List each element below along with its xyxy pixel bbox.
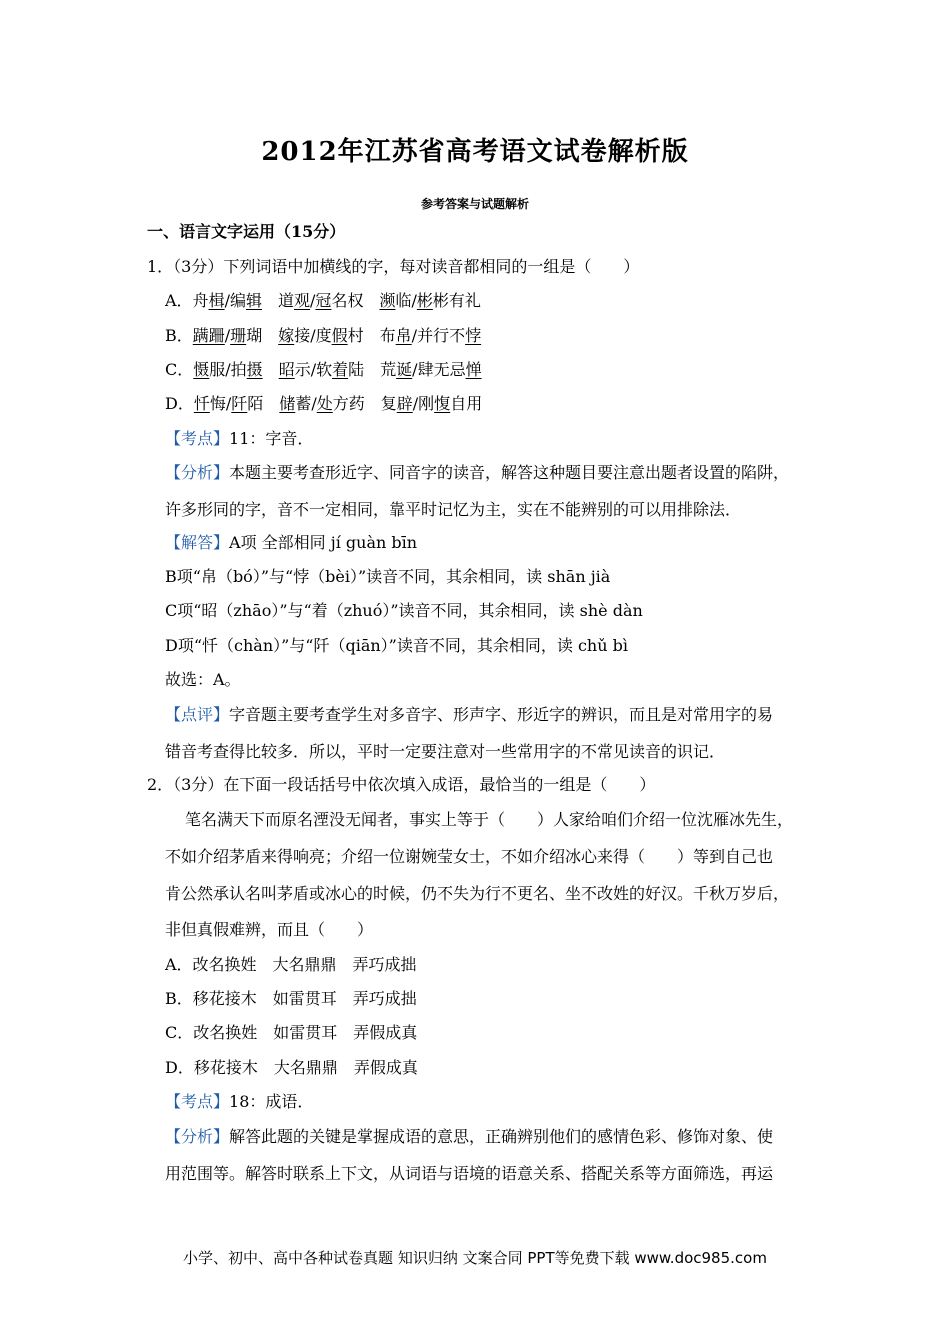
q1-kaodian: 【考点】11：字音． [165,429,314,448]
kaodian-tag: 【考点】 [165,429,230,448]
q2-passage-4: 非但真假难辨，而且（ ） [165,920,374,939]
q1-jieda-c: C项“昭（zhāo）”与“着（zhuó）”读音不同，其余相同，读 shè dàn [165,601,643,620]
q1-option-a: A．舟楫/编辑 道观/冠名权 濒临/彬彬有礼 [165,291,481,310]
subtitle: 参考答案与试题解析 [420,197,529,211]
q1-fenxi-cont: 许多形同的字，音不一定相同，靠平时记忆为主，实在不能辨别的可以用排除法． [165,500,742,519]
q2-passage-2: 不如介绍茅盾来得响亮；介绍一位谢婉莹女士，不如介绍冰心来得（ ）等到自己也 [165,847,774,866]
question-2-stem: 2．（3分）在下面一段话括号中依次填入成语，最恰当的一组是（ ） [147,775,656,794]
q1-jieda-d: D项“忏（chàn）”与“阡（qiān）”读音不同，其余相同，读 chǔ bì [165,636,628,655]
q2-option-b: B．移花接木 如雷贯耳 弄巧成拙 [165,989,417,1008]
jieda-tag: 【解答】 [165,533,230,552]
q1-fenxi: 【分析】本题主要考查形近字、同音字的读音，解答这种题目要注意出题者设置的陷阱， [165,463,790,482]
footer-banner: 小学、初中、高中各种试卷真题 知识归纳 文案合同 PPT等免费下载 www.doc985.com [183,1249,767,1267]
q2-fenxi-cont: 用范围等。解答时联系上下文，从词语与语境的语意关系、搭配关系等方面筛选，再运 [165,1164,774,1183]
q1-option-d: D．忏悔/阡陌 储蓄/处方药 复辟/刚愎自用 [165,394,483,413]
q1-answer: 故选：A。 [165,670,241,689]
q2-option-a: A．改名换姓 大名鼎鼎 弄巧成拙 [165,955,417,974]
q1-dianping-cont: 错音考查得比较多．所以，平时一定要注意对一些常用字的不常见读音的识记． [165,742,726,761]
q1-jieda-b: B项“帛（bó）”与“悖（bèi）”读音不同，其余相同，读 shān jià [165,567,611,586]
q1-option-c: C．慑服/拍摄 昭示/软着陆 荒诞/肆无忌惮 [165,360,482,379]
q2-option-d: D．移花接木 大名鼎鼎 弄假成真 [165,1058,418,1077]
fenxi-tag: 【分析】 [165,463,230,482]
q2-passage-3: 肯公然承认名叫茅盾或冰心的时候，仍不失为行不更名、坐不改姓的好汉。千秋万岁后， [165,884,790,903]
question-1-stem: 1．（3分）下列词语中加横线的字，每对读音都相同的一组是（ ） [147,257,640,276]
q2-kaodian: 【考点】18：成语． [165,1092,314,1111]
fenxi-tag: 【分析】 [165,1127,230,1146]
q2-option-c: C．改名换姓 如雷贯耳 弄假成真 [165,1023,418,1042]
kaodian-tag: 【考点】 [165,1092,230,1111]
q1-jieda: 【解答】A项 全部相同 jí guàn bīn [165,533,418,552]
page-title: 2012年江苏省高考语文试卷解析版 [261,137,689,167]
q1-option-b: B．蹒跚/珊瑚 嫁接/度假村 布帛/并行不悖 [165,326,482,345]
q2-fenxi: 【分析】解答此题的关键是掌握成语的意思，正确辨别他们的感情色彩、修饰对象、使 [165,1127,774,1146]
q2-passage-1: 笔名满天下而原名湮没无闻者，事实上等于（ ）人家给咱们介绍一位沈雁冰先生， [185,810,794,829]
section-heading: 一、语言文字运用（15分） [147,222,346,241]
q1-dianping: 【点评】字音题主要考查学生对多音字、形声字、形近字的辨识，而且是对常用字的易 [165,705,774,724]
dianping-tag: 【点评】 [165,705,230,724]
